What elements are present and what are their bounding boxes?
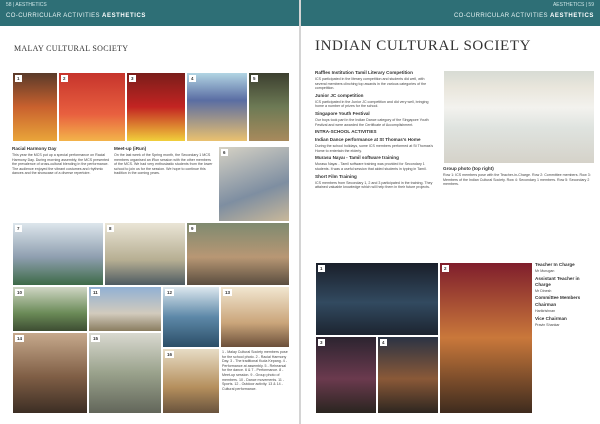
photo-9: 9 xyxy=(186,222,290,286)
photo-1: 1 xyxy=(12,72,58,142)
photo-16: 16 xyxy=(162,348,220,414)
right-header xyxy=(301,0,600,26)
photo-bottom-2: 2 xyxy=(439,262,533,414)
left-page xyxy=(0,0,299,424)
right-page xyxy=(301,0,600,424)
group-photo-caption: Group photo (top right) Row 1: ICS members pose with the Teacher-in-Charge. Row 2: Committee members. Row 3: Members of the Indian Cultural Society. Row 4: Secondary 1 members. Row 5: Secondary 2 members. xyxy=(443,166,591,187)
right-header-section: CO-CURRICULAR ACTIVITIES AESTHETICS xyxy=(453,13,594,19)
photo-3: 3 xyxy=(126,72,186,142)
photo-2: 2 xyxy=(58,72,126,142)
page-title: INDIAN CULTURAL SOCIETY xyxy=(315,38,532,54)
photo-10: 10 xyxy=(12,286,88,332)
left-header-top: 58 | AESTHETICS xyxy=(6,2,47,8)
photo-8: 8 xyxy=(104,222,186,286)
photo-bottom-3: 3 xyxy=(315,336,377,414)
staff-list: Teacher In Charge Mr Murugan Assistant Teacher in Charge Mr Dinesh Committee Members Chairman Harikrishnan Vice Chairman Pravin Shankar xyxy=(535,262,581,327)
photo-7: 7 xyxy=(12,222,104,286)
left-caption-block: 1 - Malay Cultural Society members pose for the school photo. 2 - Racial Harmony Day. 3 - The traditional Kuda Kepang. 4 - Performance at assembly. 5 - Rehearsal for the dance. 6 & 7 - Performance. 8 - Meet-up session. 9 - Group photo of members. 10 - Dance movements. 11 - Sports. 12 - Outdoor activity. 13 & 14 - Cultural performance. xyxy=(222,350,288,391)
meet-up-text: Meet-up (iRun) On the last week of the Spring month, the Secondary 1 MCS members organised an iRun session with the other members of the MCS. We had very enthusiastic students from the lower school to join us for the session. We hope to continue this tradition in the coming years. xyxy=(114,146,213,176)
racial-harmony-text: Racial Harmony Day This year the MCS put up a special performance on Racial Harmony Day. During morning assembly, the MCS presented the prevalence of cross-cultural blending in the performance. The audience enjoyed the vibrant costumes and rhythmic dances and the showcase of a diverse repertoire. xyxy=(12,146,110,176)
photo-11: 11 xyxy=(88,286,162,332)
right-header-top: AESTHETICS | 59 xyxy=(552,2,594,8)
page-title: MALAY CULTURAL SOCIETY xyxy=(14,44,129,53)
photo-5: 5 xyxy=(248,72,290,142)
photo-bottom-4: 4 xyxy=(377,336,439,414)
group-photo xyxy=(443,70,595,164)
ics-text-column: Raffles Institution Tamil Literary Competition ICS participated in the literary competition and students did well, with several members clinching top awards in the various categories of the competition. Junior JC competition ICS participated in the Junior JC competition and did very well, bringing home a number of prizes for the school. Singapore Youth Festival Our boys took part in the Indian Dance category of the Singapore Youth Festival and were awarded the Certificate of Accomplishment. INTRA-SCHOOL ACTIVITIES Indian Dance performance at St Thomas's Home During the school holidays, some ICS members performed at St Thomas's Home to entertain the elderly. Murasu Nayaı - Tamil software training Murasu Nayaı - Tamil software training was provided for Secondary 1 students. It was a useful session that aided students in typing in Tamil. Short Film Training ICS members from Secondary 1, 2 and 3 participated in the training. They attained valuable knowledge which will help them in their future projects. xyxy=(315,70,434,190)
photo-14: 14 xyxy=(12,332,88,414)
left-header xyxy=(0,0,299,26)
left-header-section: CO-CURRICULAR ACTIVITIES AESTHETICS xyxy=(6,13,147,19)
photo-12: 12 xyxy=(162,286,220,348)
photo-15: 15 xyxy=(88,332,162,414)
photo-4: 4 xyxy=(186,72,248,142)
photo-6: 6 xyxy=(218,146,290,222)
photo-13: 13 xyxy=(220,286,290,348)
photo-bottom-1: 1 xyxy=(315,262,439,336)
